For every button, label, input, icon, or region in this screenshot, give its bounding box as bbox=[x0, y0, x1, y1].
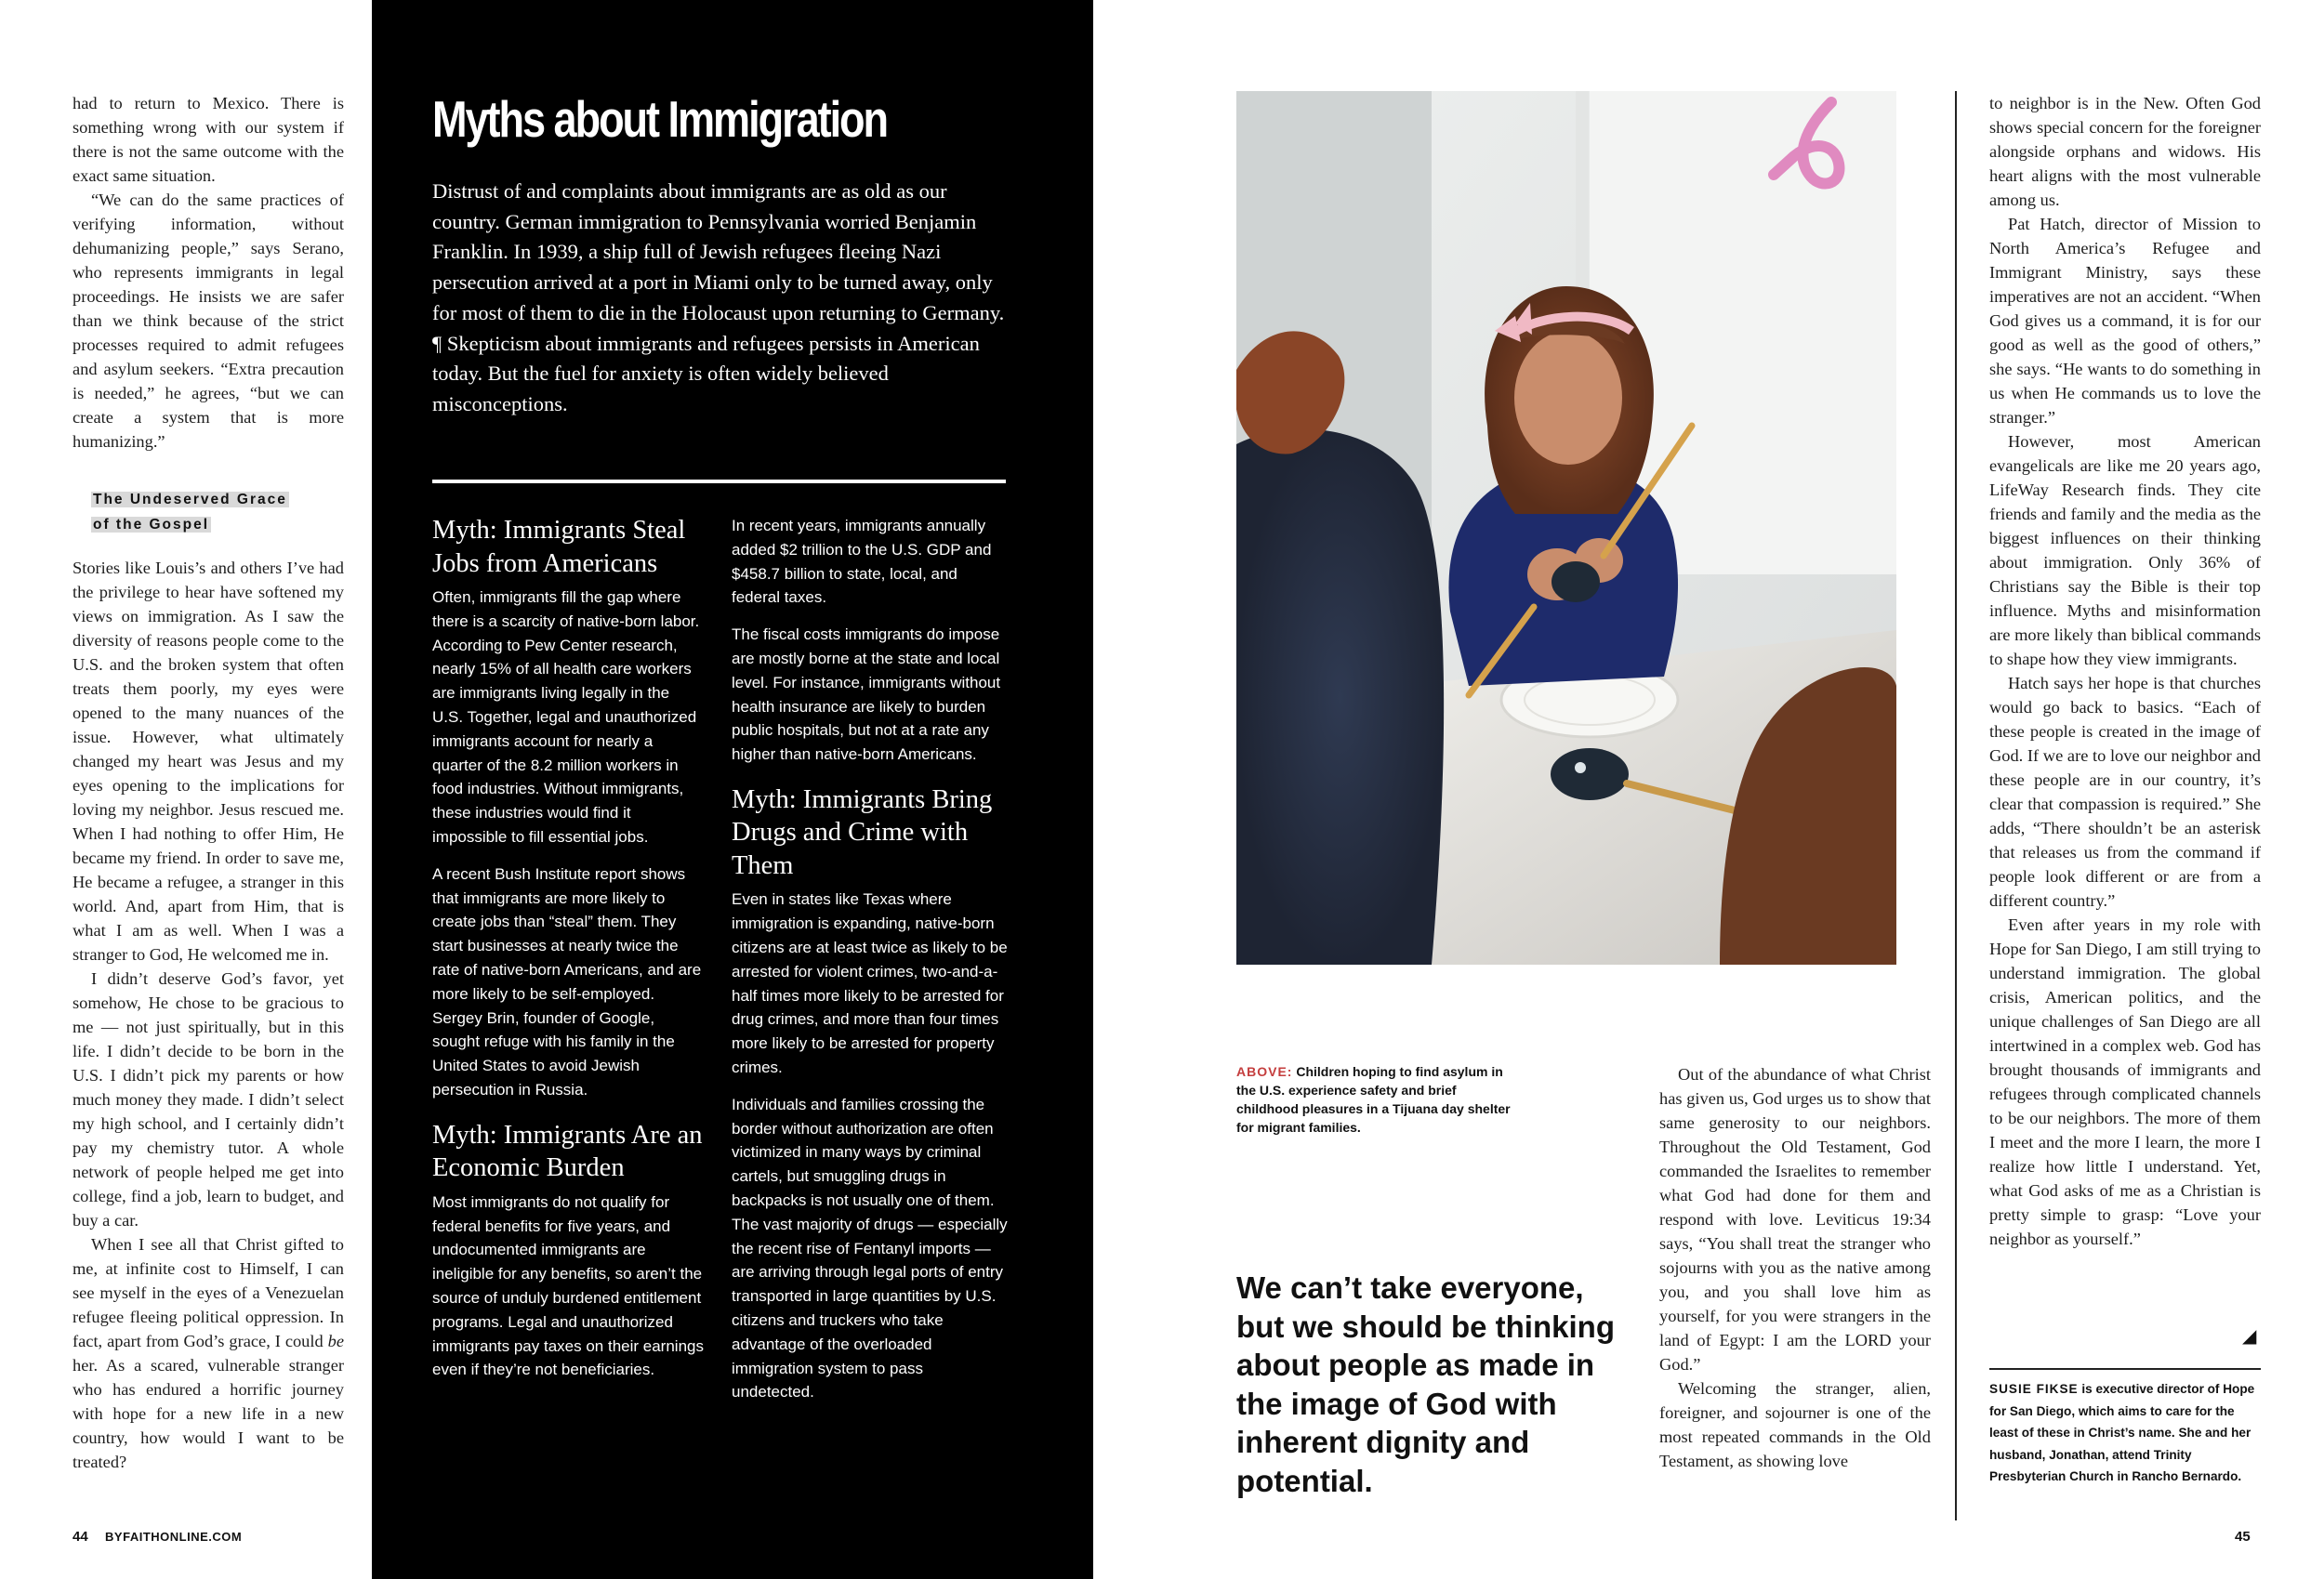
author-name: SUSIE FIKSE bbox=[1989, 1382, 2079, 1396]
myth-heading: Myth: Immigrants Are an Economic Burden bbox=[432, 1120, 703, 1183]
myth-paragraph: Even in states like Texas where immigration is expanding, native-born citizens are at least twice as likely to be arrested for violent crimes, two-and-a-half times more likely to be arrested for drug crimes, and more than four times more likely to be arrested for property crimes. bbox=[732, 890, 1008, 1077]
myth-heading: Myth: Immigrants Bring Drugs and Crime with Them bbox=[732, 784, 993, 880]
bio-divider bbox=[1989, 1368, 2261, 1370]
paragraph: Pat Hatch, director of Mission to North America’s Refugee and Immigrant Ministry, says these imperatives are not an accident. “When God gives us a command, it is for our good as well as the good of others,” she says. “He wants to do something in us when He commands us to love the stranger.” bbox=[1989, 215, 2261, 427]
myth-heading: Myth: Immigrants Steal Jobs from Americans bbox=[432, 516, 686, 578]
paragraph: “We can do the same practices of verifying information, without dehumanizing people,” says Serano, who represents immigrants in legal proceedings. He insists we are safer than we think because of the strict processes required to admit refugees and asylum seekers. “Extra precaution is needed,” he agrees, “but we can create a system that is more humanizing.” bbox=[73, 191, 344, 451]
paragraph: Out of the abundance of what Christ has given us, God urges us to show that same generosity to our neighbors. Throughout the Old Testament, God commanded the Israelites to remember what God had done for them and respond with love. Leviticus 19:34 says, “You shall treat the stranger who sojourns with you as the native among you, and you shall love him as yourself, for you were strangers in the land of Egypt: I am the LORD your God.” bbox=[1659, 1065, 1931, 1374]
myth-paragraph: A recent Bush Institute report shows that immigrants are more likely to create jobs than “steal” them. They start businesses at nearly twice the rate of native-born Americans, and are more likely to be self-employed. Sergey Brin, founder of Google, sought refuge with his family in the United States to avoid Jewish persecution in Russia. bbox=[432, 864, 702, 1099]
section-subhead: The Undeserved Grace bbox=[93, 492, 287, 507]
bio-text: is executive director of Hope for San Diego, which aims to care for the least of these in Christ’s name. She and her husband, Jonathan, attend Trinity Presbyterian Church in Rancho Bernardo. bbox=[1989, 1382, 2255, 1483]
paragraph: However, most American evangelicals are like me 20 years ago, LifeWay Research finds. They cite friends and family and the media as the biggest influences on their thinking about immigration. Only 36% of Christians say the Bible is their top influence. Myths and misinformation are more likely than biblical commands to shape how they view immigrants. bbox=[1989, 432, 2261, 668]
page-number: 45 bbox=[2235, 1529, 2251, 1545]
paragraph: to neighbor is in the New. Often God shows special concern for the foreigner alongside orphans and widows. His heart aligns with the most vulnerable among us. bbox=[1989, 94, 2261, 209]
caption-text: Children hoping to find asylum in the U.S. experience safety and brief childhood pleasures in a Tijuana day shelter for migrant families. bbox=[1236, 1064, 1511, 1135]
caption-label: ABOVE: bbox=[1236, 1064, 1293, 1079]
photo-caption bbox=[1236, 1062, 1515, 1137]
paragraph: Welcoming the stranger, alien, foreigner, and sojourner is one of the most repeated commands in the Old Testament, as showing love bbox=[1659, 1379, 1931, 1470]
myths-column-right bbox=[732, 514, 1009, 1417]
section-subhead: of the Gospel bbox=[93, 517, 210, 533]
pull-quote: We can’t take everyone, but we should be thinking about people as made in the image of God with inherent dignity and potential. bbox=[1236, 1270, 1615, 1498]
myth-paragraph: Individuals and families crossing the border without authorization are often victimized in many ways by criminal cartels, but smuggling drugs in backpacks is not usually one of them. The vast majority of drugs — especially the recent rise of Fentanyl imports — are arriving through legal ports of entry transported in large quantities by U.S. citizens and truckers who take advantage of the overloaded immigration system to pass undetected. bbox=[732, 1095, 1008, 1401]
myth-paragraph: Most immigrants do not qualify for federal benefits for five years, and undocumented immigrants are ineligible for any benefits, so aren’t the source of unduly burdened entitlement programs. Legal and unauthorized immigrants pay taxes on their earnings even if they’re not beneficiaries. bbox=[432, 1192, 704, 1379]
paragraph: When I see all that Christ gifted to me, at infinite cost to Himself, I can see myself in the eyes of a Venezuelan refugee fleeing political oppression. In fact, apart from God’s grace, I could be her. As a scared, vulnerable stranger who has endured a horrific journey with hope for a new life in a new country, how would I want to be treated? bbox=[73, 1235, 344, 1471]
right-folio bbox=[2235, 1529, 2251, 1545]
column-divider bbox=[1955, 91, 1957, 1520]
myth-paragraph: In recent years, immigrants annually added $2 trillion to the U.S. GDP and $458.7 billion to state, local, and federal taxes. bbox=[732, 517, 992, 607]
page-number: 44 bbox=[73, 1529, 88, 1545]
paragraph: Stories like Louis’s and others I’ve had the privilege to hear have softened my views on immigration. As I saw the diversity of reasons people come to the U.S. and the broken system that often treats them poorly, my eyes were opened to the many nuances of the issue. However, what ultimately changed my heart was Jesus and my eyes opening to the implications for loving my neighbor. Jesus rescued me. When I had nothing to offer Him, He became my friend. In order to save me, He became a refugee, a stranger in this world. And, apart from Him, that is what I am as well. When I was a stranger to God, He welcomed me in. bbox=[73, 559, 344, 964]
end-mark-icon: ◢ bbox=[2242, 1324, 2257, 1347]
middle-text-column bbox=[1659, 1062, 1931, 1473]
myths-column-left bbox=[432, 514, 704, 1395]
panel-divider bbox=[432, 480, 1006, 483]
site-name: BYFAITHONLINE.COM bbox=[105, 1530, 243, 1544]
left-text-column bbox=[73, 91, 344, 1474]
paragraph: Even after years in my role with Hope for San Diego, I am still trying to understand immigration. The global crisis, American politics, and the unique challenges of San Diego are all intertwined in a complex web. God has brought thousands of immigrants and refugees through complicated channels to be our neighbors. The more of them I meet and the more I learn, the more I realize how little I understand. Yet, what God asks of me as a Christian is pretty simple to grasp: “Love your neighbor as yourself.” bbox=[1989, 915, 2261, 1248]
myths-sidebar-panel bbox=[372, 0, 1093, 1579]
paragraph: Hatch says her hope is that churches would go back to basics. “Each of these people is created in the image of God. If we are to love our neighbor and these people are in our country, it’s clear that compassion is required.” She adds, “There shouldn’t be an asterisk that releases us from the command if people look different or are from a different country.” bbox=[1989, 674, 2261, 910]
paragraph: had to return to Mexico. There is something wrong with our system if there is not the same outcome with the exact same situation. bbox=[73, 94, 344, 185]
myth-paragraph: The fiscal costs immigrants do impose are mostly borne at the state and local level. For instance, immigrants without health insurance are likely to burden public hospitals, but not at a rate any higher than native-born Americans. bbox=[732, 625, 1001, 764]
author-bio bbox=[1989, 1378, 2261, 1488]
panel-title: Myths about Immigration bbox=[432, 90, 888, 148]
right-text-column bbox=[1989, 91, 2261, 1251]
myth-paragraph: Often, immigrants fill the gap where there is a scarcity of native-born labor. According to Pew Center research, nearly 15% of all health care workers are immigrants living legally in the U.S. Together, legal and unauthorized immigrants account for nearly a quarter of the 8.2 million workers in food industries. Without immigrants, these industries would find it impossible to fill essential jobs. bbox=[432, 588, 700, 846]
paragraph: I didn’t deserve God’s favor, yet somehow, He chose to be gracious to me — not just spiritually, but in this life. I didn’t decide to be born in the U.S. I didn’t pick my parents or how much money they made. I didn’t select my high school, and I certainly didn’t pay my chemistry tutor. A whole network of people helped me get into college, find a job, learn to budget, and buy a car. bbox=[73, 969, 344, 1230]
panel-intro: Distrust of and complaints about immigrants are as old as our country. German immigration to Pennsylvania worried Benjamin Franklin. In 1939, a ship full of Jewish refugees fleeing Nazi persecution arrived at a port in Miami only to be turned away, only for most of them to die in the Holocaust upon returning to Germany. ¶ Skepticism about immigrants and refugees persists in American today. But the fuel for anxiety is often widely believed misconceptions. bbox=[432, 179, 1005, 415]
left-folio bbox=[73, 1529, 242, 1545]
photo-girl-painting bbox=[1236, 91, 1896, 965]
